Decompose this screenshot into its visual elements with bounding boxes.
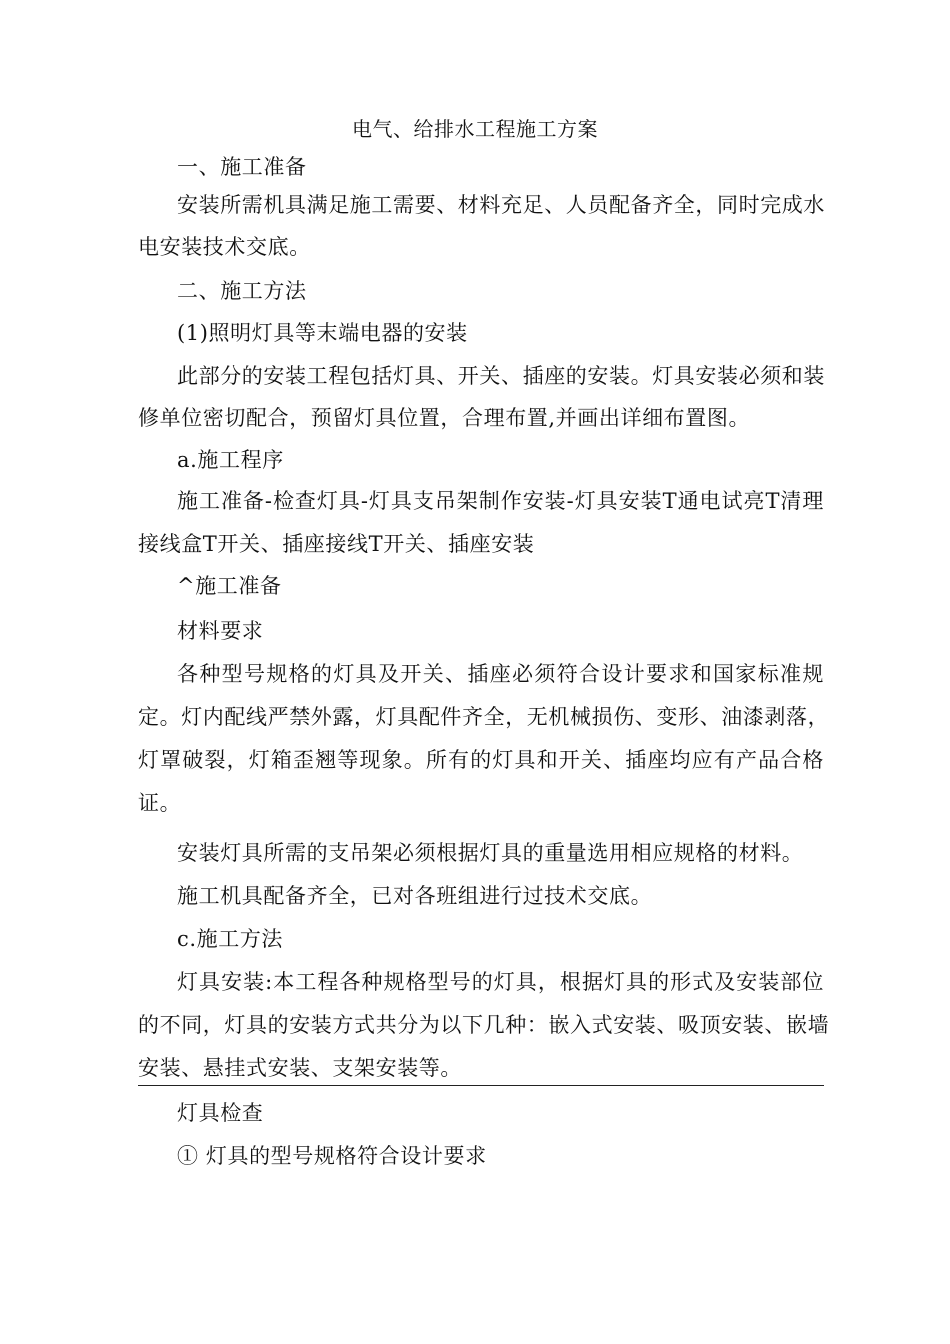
- item-heading: a.施工程序: [177, 448, 284, 472]
- paragraph-line: 此部分的安装工程包括灯具、开关、插座的安装。灯具安装必须和装: [177, 364, 825, 388]
- paragraph-line: 接线盒T开关、插座接线T开关、插座安装: [138, 532, 535, 556]
- paragraph-line: 电安装技术交底。: [138, 235, 311, 259]
- paragraph-line: 安装、悬挂式安装、支架安装等。: [138, 1056, 462, 1080]
- document-title: 电气、给排水工程施工方案: [352, 117, 598, 141]
- paragraph-line: 施工机具配备齐全，已对各班组进行过技术交底。: [177, 884, 653, 908]
- item-heading: ^施工准备: [177, 574, 282, 598]
- item-heading: 灯具检查: [177, 1101, 264, 1125]
- paragraph-line: 灯罩破裂，灯箱歪翘等现象。所有的灯具和开关、插座均应有产品合格: [138, 748, 824, 772]
- paragraph-line: 定。灯内配线严禁外露，灯具配件齐全，无机械损伤、变形、油漆剥落，: [138, 705, 830, 729]
- paragraph-line: 各种型号规格的灯具及开关、插座必须符合设计要求和国家标准规: [177, 662, 824, 686]
- list-item: ① 灯具的型号规格符合设计要求: [177, 1144, 487, 1168]
- paragraph-line: 的不同，灯具的安装方式共分为以下几种：嵌入式安装、吸顶安装、嵌墙: [138, 1013, 830, 1037]
- section-heading-preparation: 一、施工准备: [177, 155, 307, 179]
- subsection-heading: (1)照明灯具等末端电器的安装: [177, 321, 468, 345]
- section-heading-method: 二、施工方法: [177, 279, 307, 303]
- paragraph-line: 安装灯具所需的支吊架必须根据灯具的重量选用相应规格的材料。: [177, 841, 804, 865]
- paragraph-line: 修单位密切配合，预留灯具位置，合理布置,并画出详细布置图。: [138, 406, 751, 430]
- item-heading: c.施工方法: [177, 927, 284, 951]
- paragraph-line: 施工准备-检查灯具-灯具支吊架制作安装-灯具安装T通电试亮T清理: [177, 489, 824, 513]
- paragraph-line: 灯具安装:本工程各种规格型号的灯具，根据灯具的形式及安装部位: [177, 970, 824, 994]
- item-heading: 材料要求: [177, 619, 264, 643]
- horizontal-divider: [138, 1085, 824, 1086]
- paragraph-line: 证。: [138, 791, 182, 815]
- paragraph-line: 安装所需机具满足施工需要、材料充足、人员配备齐全，同时完成水: [177, 193, 825, 217]
